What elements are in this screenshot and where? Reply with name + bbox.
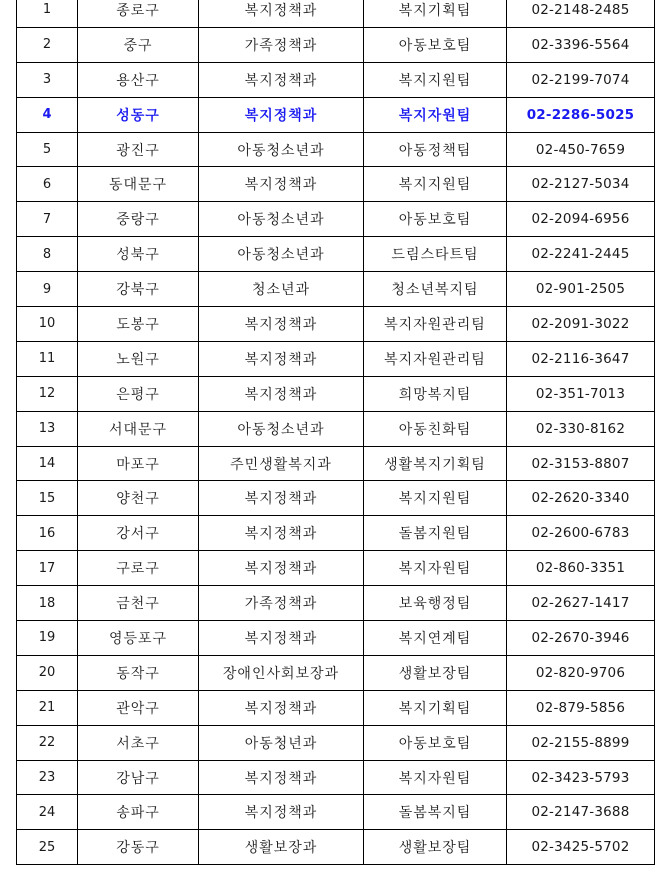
table-row: [17, 690, 655, 725]
table-row: [17, 62, 655, 97]
district-cell: 중랑구: [78, 202, 199, 237]
team-cell: 복지자원관리팀: [364, 307, 507, 342]
department-cell: 복지정책과: [199, 167, 364, 202]
team-cell: 아동친화팀: [364, 411, 507, 446]
district-cell: 관악구: [78, 690, 199, 725]
district-cell: 용산구: [78, 62, 199, 97]
team-cell: 복지지원팀: [364, 481, 507, 516]
table-row: [17, 376, 655, 411]
district-cell: 강서구: [78, 516, 199, 551]
table-row: [17, 830, 655, 865]
department-cell: 장애인사회보장과: [199, 655, 364, 690]
department-cell: 아동청소년과: [199, 132, 364, 167]
department-cell: 복지정책과: [199, 551, 364, 586]
department-cell: 복지정책과: [199, 0, 364, 27]
team-cell: 복지자원팀: [364, 760, 507, 795]
team-cell: 생활복지기획팀: [364, 446, 507, 481]
row-number-cell: 12: [17, 376, 78, 411]
phone-cell: 02-2127-5034: [507, 167, 655, 202]
department-cell: 복지정책과: [199, 516, 364, 551]
table-body: [17, 0, 655, 865]
department-cell: 가족정책과: [199, 586, 364, 621]
row-number-cell: 21: [17, 690, 78, 725]
table-row: [17, 272, 655, 307]
team-cell: 복지기획팀: [364, 690, 507, 725]
district-cell: 종로구: [78, 0, 199, 27]
table-row: [17, 760, 655, 795]
team-cell: 아동정책팀: [364, 132, 507, 167]
team-cell: 아동보호팀: [364, 725, 507, 760]
team-cell: 돌봄복지팀: [364, 795, 507, 830]
district-cell: 송파구: [78, 795, 199, 830]
district-cell: 강북구: [78, 272, 199, 307]
district-cell: 마포구: [78, 446, 199, 481]
bottom-edge: [0, 872, 668, 878]
row-number-cell: 4: [17, 97, 78, 132]
district-cell: 광진구: [78, 132, 199, 167]
table-row: [17, 167, 655, 202]
table-row: [17, 446, 655, 481]
table-row: [17, 237, 655, 272]
district-cell: 서대문구: [78, 411, 199, 446]
district-cell: 동작구: [78, 655, 199, 690]
row-number-cell: 5: [17, 132, 78, 167]
phone-cell: 02-2116-3647: [507, 341, 655, 376]
phone-cell: 02-820-9706: [507, 655, 655, 690]
table-row: [17, 655, 655, 690]
phone-cell: 02-901-2505: [507, 272, 655, 307]
row-number-cell: 24: [17, 795, 78, 830]
department-cell: 아동청소년과: [199, 237, 364, 272]
phone-cell: 02-2286-5025: [507, 97, 655, 132]
row-number-cell: 7: [17, 202, 78, 237]
table-row: [17, 307, 655, 342]
department-cell: 생활보장과: [199, 830, 364, 865]
table-row: [17, 621, 655, 656]
district-cell: 양천구: [78, 481, 199, 516]
table-row: [17, 551, 655, 586]
district-cell: 강남구: [78, 760, 199, 795]
team-cell: 보육행정팀: [364, 586, 507, 621]
department-cell: 아동청소년과: [199, 202, 364, 237]
team-cell: 복지자원팀: [364, 551, 507, 586]
district-cell: 중구: [78, 27, 199, 62]
row-number-cell: 8: [17, 237, 78, 272]
phone-cell: 02-2620-3340: [507, 481, 655, 516]
phone-cell: 02-2199-7074: [507, 62, 655, 97]
district-cell: 도봉구: [78, 307, 199, 342]
department-cell: 복지정책과: [199, 481, 364, 516]
team-cell: 복지지원팀: [364, 62, 507, 97]
department-cell: 아동청소년과: [199, 411, 364, 446]
table-row: [17, 341, 655, 376]
department-cell: 복지정책과: [199, 62, 364, 97]
row-number-cell: 16: [17, 516, 78, 551]
district-cell: 노원구: [78, 341, 199, 376]
team-cell: 복지기획팀: [364, 0, 507, 27]
phone-cell: 02-3423-5793: [507, 760, 655, 795]
team-cell: 생활보장팀: [364, 830, 507, 865]
department-cell: 가족정책과: [199, 27, 364, 62]
row-number-cell: 1: [17, 0, 78, 27]
table-row: [17, 586, 655, 621]
department-cell: 복지정책과: [199, 376, 364, 411]
phone-cell: 02-351-7013: [507, 376, 655, 411]
phone-cell: 02-330-8162: [507, 411, 655, 446]
row-number-cell: 18: [17, 586, 78, 621]
phone-cell: 02-2600-6783: [507, 516, 655, 551]
table-row: [17, 0, 655, 27]
team-cell: 아동보호팀: [364, 27, 507, 62]
district-cell: 금천구: [78, 586, 199, 621]
phone-cell: 02-879-5856: [507, 690, 655, 725]
phone-cell: 02-2091-3022: [507, 307, 655, 342]
team-cell: 돌봄지원팀: [364, 516, 507, 551]
district-cell: 은평구: [78, 376, 199, 411]
row-number-cell: 25: [17, 830, 78, 865]
department-cell: 복지정책과: [199, 760, 364, 795]
department-cell: 청소년과: [199, 272, 364, 307]
phone-cell: 02-2670-3946: [507, 621, 655, 656]
department-cell: 복지정책과: [199, 690, 364, 725]
department-cell: 주민생활복지과: [199, 446, 364, 481]
team-cell: 복지자원팀: [364, 97, 507, 132]
phone-cell: 02-2241-2445: [507, 237, 655, 272]
department-cell: 복지정책과: [199, 795, 364, 830]
team-cell: 드림스타트팀: [364, 237, 507, 272]
department-cell: 복지정책과: [199, 341, 364, 376]
phone-cell: 02-2148-2485: [507, 0, 655, 27]
row-number-cell: 15: [17, 481, 78, 516]
row-number-cell: 17: [17, 551, 78, 586]
phone-cell: 02-860-3351: [507, 551, 655, 586]
department-cell: 복지정책과: [199, 97, 364, 132]
row-number-cell: 9: [17, 272, 78, 307]
district-cell: 동대문구: [78, 167, 199, 202]
district-cell: 서초구: [78, 725, 199, 760]
row-number-cell: 19: [17, 621, 78, 656]
team-cell: 복지지원팀: [364, 167, 507, 202]
phone-cell: 02-2627-1417: [507, 586, 655, 621]
row-number-cell: 11: [17, 341, 78, 376]
table-row: [17, 132, 655, 167]
row-number-cell: 20: [17, 655, 78, 690]
phone-cell: 02-2155-8899: [507, 725, 655, 760]
row-number-cell: 6: [17, 167, 78, 202]
phone-cell: 02-2147-3688: [507, 795, 655, 830]
district-cell: 강동구: [78, 830, 199, 865]
phone-cell: 02-450-7659: [507, 132, 655, 167]
table-row: [17, 411, 655, 446]
table-row: [17, 481, 655, 516]
row-number-cell: 13: [17, 411, 78, 446]
phone-cell: 02-3153-8807: [507, 446, 655, 481]
row-number-cell: 22: [17, 725, 78, 760]
team-cell: 아동보호팀: [364, 202, 507, 237]
team-cell: 복지자원관리팀: [364, 341, 507, 376]
team-cell: 생활보장팀: [364, 655, 507, 690]
table-row: [17, 97, 655, 132]
team-cell: 청소년복지팀: [364, 272, 507, 307]
table-row: [17, 27, 655, 62]
table-row: [17, 516, 655, 551]
district-cell: 성동구: [78, 97, 199, 132]
department-cell: 복지정책과: [199, 621, 364, 656]
phone-cell: 02-2094-6956: [507, 202, 655, 237]
phone-cell: 02-3396-5564: [507, 27, 655, 62]
row-number-cell: 2: [17, 27, 78, 62]
table-row: [17, 725, 655, 760]
team-cell: 복지연계팀: [364, 621, 507, 656]
row-number-cell: 10: [17, 307, 78, 342]
row-number-cell: 23: [17, 760, 78, 795]
team-cell: 희망복지팀: [364, 376, 507, 411]
department-cell: 아동청년과: [199, 725, 364, 760]
district-cell: 구로구: [78, 551, 199, 586]
table-row: [17, 202, 655, 237]
phone-cell: 02-3425-5702: [507, 830, 655, 865]
table-row: [17, 795, 655, 830]
department-cell: 복지정책과: [199, 307, 364, 342]
row-number-cell: 14: [17, 446, 78, 481]
district-cell: 영등포구: [78, 621, 199, 656]
contact-table: [16, 0, 655, 865]
row-number-cell: 3: [17, 62, 78, 97]
district-cell: 성북구: [78, 237, 199, 272]
